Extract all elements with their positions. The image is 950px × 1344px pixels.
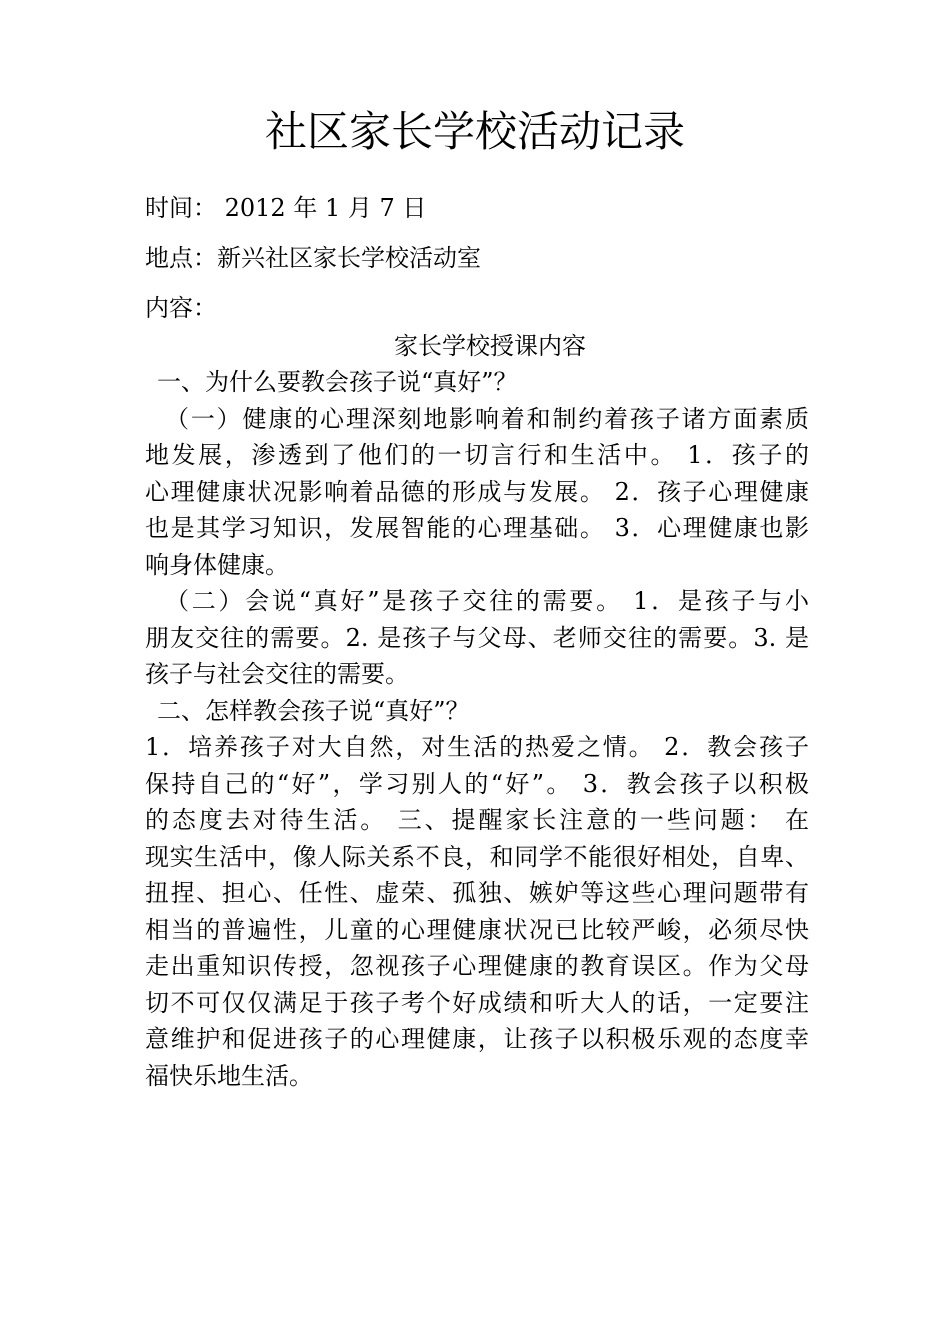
body-line: 地发展，渗透到了他们的一切言行和生活中。 1．孩子的: [145, 441, 809, 469]
body-line: 相当的普遍性，儿童的心理健康状况已比较严峻，必须尽快: [145, 915, 809, 944]
body-line: 保持自己的“好”，学习别人的“好”。 3．教会孩子以积极: [145, 769, 809, 798]
body-line: 二、怎样教会孩子说“真好”？: [157, 696, 470, 725]
time-line: 时间： 2012 年 1 月 7 日: [145, 194, 427, 222]
body-line: 响身体健康。: [145, 550, 289, 579]
body-line: 福快乐地生活。: [145, 1061, 313, 1090]
body-line: 也是其学习知识，发展智能的心理基础。 3．心理健康也影: [145, 514, 809, 542]
body-line: 朋友交往的需要。2. 是孩子与父母、老师交往的需要。3. 是: [145, 623, 809, 652]
body-line: 的态度去对待生活。 三、提醒家长注意的一些问题： 在: [145, 806, 809, 834]
body-line: 一、为什么要教会孩子说“真好”？: [157, 368, 518, 396]
body-line: 心理健康状况影响着品德的形成与发展。 2．孩子心理健康: [145, 477, 809, 506]
body-line: 孩子与社会交往的需要。: [145, 660, 409, 688]
body-line: 走出重知识传授，忽视孩子心理健康的教育误区。作为父母: [145, 952, 809, 980]
place-line: 地点：新兴社区家长学校活动室: [145, 244, 481, 272]
lesson-subtitle: 家长学校授课内容: [394, 332, 586, 360]
body-line: 扭捏、担心、任性、虚荣、孤独、嫉妒等这些心理问题带有: [145, 879, 809, 907]
content-label: 内容：: [145, 294, 217, 322]
document-title: 社区家长学校活动记录: [264, 107, 685, 156]
document-body: [145, 364, 809, 1094]
body-line: （一）健康的心理深刻地影响着和制约着孩子诸方面素质: [165, 404, 809, 433]
body-line: 1．培养孩子对大自然，对生活的热爱之情。 2．教会孩子: [145, 733, 809, 761]
body-line: 意维护和促进孩子的心理健康，让孩子以积极乐观的态度幸: [145, 1025, 809, 1053]
body-line: （二）会说“真好”是孩子交往的需要。 1．是孩子与小: [165, 587, 809, 615]
body-line: 现实生活中，像人际关系不良，和同学不能很好相处，自卑、: [145, 842, 809, 871]
body-line: 切不可仅仅满足于孩子考个好成绩和听大人的话，一定要注: [145, 988, 809, 1017]
